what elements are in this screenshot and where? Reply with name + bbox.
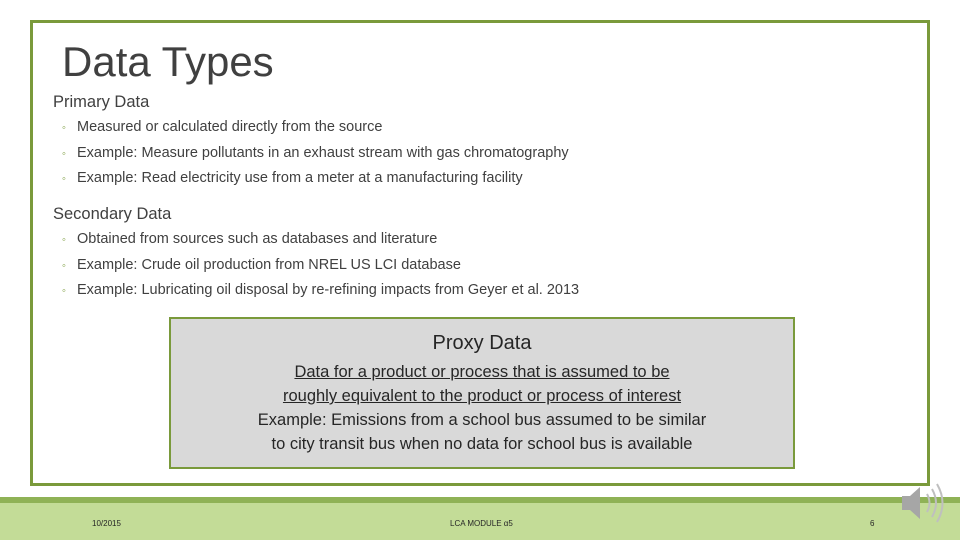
secondary-data-bullets xyxy=(62,227,579,304)
bullet-icon: ◦ xyxy=(62,147,66,160)
secondary-data-heading: Secondary Data xyxy=(53,205,172,223)
footer-divider xyxy=(0,497,960,503)
footer-module: LCA MODULE α5 xyxy=(450,519,513,528)
list-item xyxy=(62,141,569,167)
slide-number: 6 xyxy=(870,519,875,528)
bullet-text: Obtained from sources such as databases and literature xyxy=(77,231,438,247)
primary-data-heading: Primary Data xyxy=(53,93,150,111)
list-item xyxy=(62,278,579,304)
bullet-icon: ◦ xyxy=(62,259,66,272)
bullet-icon: ◦ xyxy=(62,173,66,185)
list-item xyxy=(62,227,579,253)
bullet-text: Example: Read electricity use from a meter at a manufacturing facility xyxy=(77,170,523,186)
list-item xyxy=(62,253,579,279)
footer-date: 10/2015 xyxy=(92,519,121,528)
bullet-text: Example: Lubricating oil disposal by re-refining impacts from Geyer et al. 2013 xyxy=(77,282,580,298)
primary-data-bullets xyxy=(62,115,569,192)
bullet-icon: ◦ xyxy=(62,234,66,246)
list-item xyxy=(62,115,569,141)
proxy-definition-line-2: roughly equivalent to the product or process of interest xyxy=(282,387,682,405)
proxy-example-line-1: Example: Emissions from a school bus assumed to be similar xyxy=(257,411,707,429)
bullet-text: Example: Crude oil production from NREL US LCI database xyxy=(77,256,461,273)
list-item xyxy=(62,166,569,192)
proxy-example-line-2: to city transit bus when no data for school bus is available xyxy=(271,435,693,453)
proxy-data-box xyxy=(169,317,795,469)
proxy-data-title: Proxy Data xyxy=(432,332,532,354)
slide-title: Data Types xyxy=(62,38,274,85)
speaker-icon[interactable] xyxy=(898,478,948,528)
bullet-text: Example: Measure pollutants in an exhaust stream with gas chromatography xyxy=(77,144,569,161)
proxy-definition-line-1: Data for a product or process that is assumed to be xyxy=(294,363,670,381)
bullet-icon: ◦ xyxy=(62,285,66,297)
bullet-icon: ◦ xyxy=(62,122,66,134)
bullet-text: Measured or calculated directly from the source xyxy=(77,119,383,135)
proxy-data-description xyxy=(171,360,793,456)
